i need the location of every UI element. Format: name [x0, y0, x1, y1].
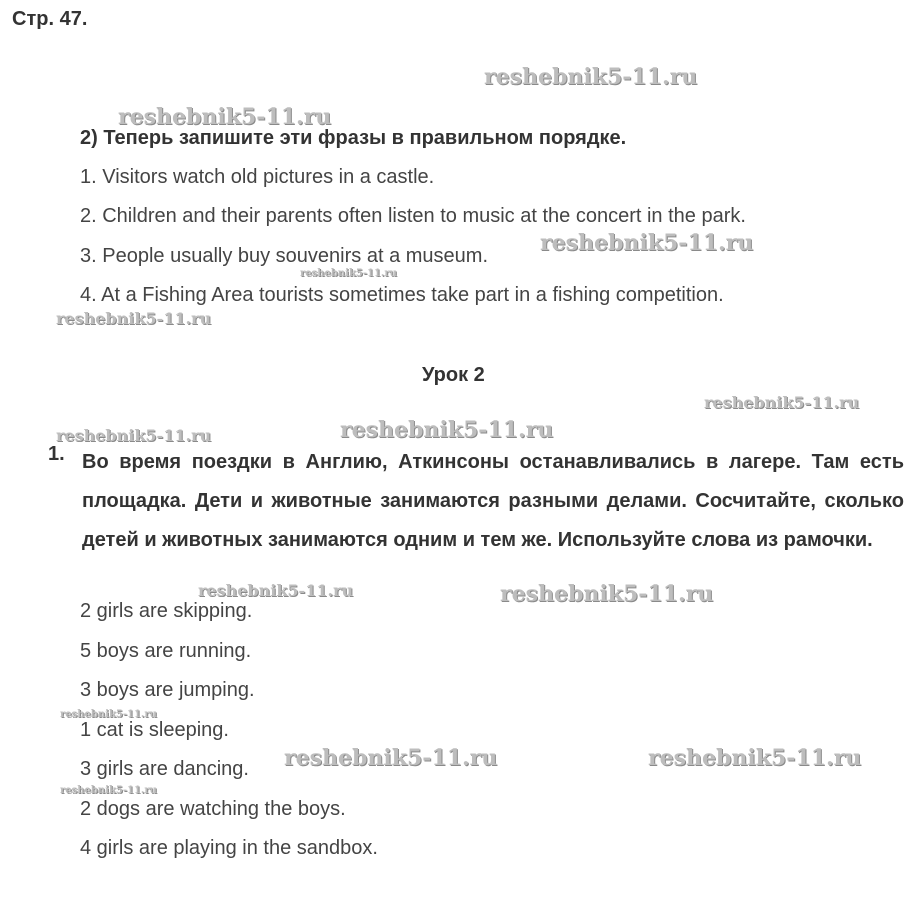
exercise-instruction: Во время поездки в Англию, Аткинсоны останавливались в лагере. Там есть площадка. Дети и животные занимаются разными делами. Сосчитайте, сколько детей и животных занимаются одним и тем же. Используйте слова из рамочки. — [82, 451, 904, 551]
page-number: Стр. 47. — [12, 8, 88, 30]
watermark: reshebnik5-11.ru — [484, 64, 698, 90]
answer-1: 2 girls are skipping. — [80, 600, 253, 622]
watermark: reshebnik5-11.ru — [704, 393, 860, 412]
sentence-4: 4. At a Fishing Area tourists sometimes take part in a fishing competition. — [80, 284, 724, 306]
answer-5: 3 girls are dancing. — [80, 758, 249, 780]
answer-2: 5 boys are running. — [80, 640, 252, 662]
watermark: reshebnik5-11.ru — [60, 785, 157, 796]
answer-7: 4 girls are playing in the sandbox. — [80, 837, 378, 859]
watermark: reshebnik5-11.ru — [540, 230, 754, 256]
sentence-1: 1. Visitors watch old pictures in a castle. — [80, 166, 435, 188]
task-instruction: 2) Теперь запишите эти фразы в правильном порядке. — [80, 127, 627, 149]
watermark: reshebnik5-11.ru — [56, 426, 212, 445]
watermark: reshebnik5-11.ru — [60, 709, 157, 720]
watermark: reshebnik5-11.ru — [198, 581, 354, 600]
exercise-number: 1. — [48, 443, 65, 465]
watermark: reshebnik5-11.ru — [300, 268, 397, 279]
answer-3: 3 boys are jumping. — [80, 679, 255, 701]
answer-6: 2 dogs are watching the boys. — [80, 798, 346, 820]
watermark: reshebnik5-11.ru — [284, 745, 498, 771]
watermark: reshebnik5-11.ru — [340, 417, 554, 443]
watermark: reshebnik5-11.ru — [648, 745, 862, 771]
sentence-3: 3. People usually buy souvenirs at a museum. — [80, 245, 488, 267]
sentence-2: 2. Children and their parents often listen to music at the concert in the park. — [80, 205, 746, 227]
watermark: reshebnik5-11.ru — [500, 581, 714, 607]
answer-4: 1 cat is sleeping. — [80, 719, 229, 741]
lesson-title: Урок 2 — [422, 364, 485, 386]
watermark: reshebnik5-11.ru — [56, 309, 212, 328]
watermark: reshebnik5-11.ru — [118, 104, 332, 130]
